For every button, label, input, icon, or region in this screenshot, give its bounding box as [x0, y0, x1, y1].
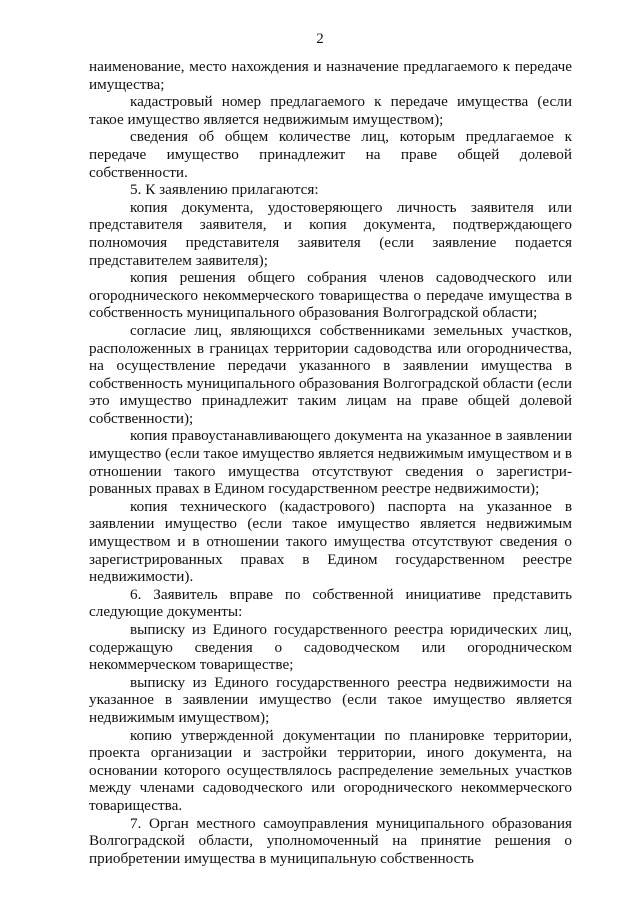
paragraph-cadastral-number: кадастровый номер предлагаемого к передаче имущества (если такое имущество является недвижимым имуществом); [89, 93, 572, 128]
paragraph-legal-entities-extract: выписку из Единого государственного реестра юридических лиц, содержащую сведения о садоводческом или огородническом некоммерческом товариществе; [89, 621, 572, 674]
paragraph-general-meeting-decision: копия решения общего собрания членов садоводческого или огороднического некоммерческого товарищества о передаче имущества в собственность муниципального образования Волгоградской области; [89, 269, 572, 322]
paragraph-technical-passport: копия технического (кадастрового) паспорта на указанное в заявлении имущество (если такое имущество является недвижимым имуществом и в отношении такого имущества отсутствуют сведения о зарегистрированных правах в Едином государственном реестре недвижимости). [89, 497, 572, 586]
paragraph-item-5-heading: 5. К заявлению прилагаются: [130, 181, 319, 199]
paragraph-planning-documentation: копию утвержденной документации по планировке территории, проекта организации и застройки территории, иного документа, на основании которого осуществлялось распределение земельных участков между членами садоводческого или огороднического некоммерческого товарищества. [89, 726, 572, 814]
paragraph-item-7: 7. Орган местного самоуправления муниципального образования Волгоградской области, уполномоченный на принятие решения о приобретении имущества в муниципальную собственность [89, 814, 572, 867]
paragraph-title-document: копия правоустанавливающего документа на указанное в заявлении имущество (если такое имущество является недвижимым имуществом и в отношении такого имущества отсутствуют сведения о зарегистрированных правах в Едином государственном реестре недвижимости); [89, 427, 572, 498]
paragraph-owners-consent: согласие лиц, являющихся собственниками земельных участков, расположенных в границах территории садоводства или огородничества, на осуществление передачи указанного в заявлении имущества в собственность муниципального образования Волгоградской области (если это имущество принадлежит таким лицам на праве общей долевой собственности); [89, 321, 572, 427]
document-body [89, 58, 572, 867]
paragraph-owners-count: сведения об общем количестве лиц, которым предлагаемое к передаче имущество принадлежит на праве общей долевой собственности. [89, 128, 572, 181]
paragraph-identity-document: копия документа, удостоверяющего личность заявителя или представителя заявителя, и копия документа, подтверждающего полномочия представителя заявителя (если заявление подается представителем заявителя); [89, 198, 572, 269]
paragraph-item-6-heading: 6. Заявитель вправе по собственной инициативе представить следующие документы: [89, 585, 572, 621]
page-number: 2 [316, 31, 324, 47]
paragraph-property-name: наименование, место нахождения и назначение предлагаемого к передаче имущества; [89, 58, 572, 93]
paragraph-real-estate-extract: выписку из Единого государственного реестра недвижимости на указанное в заявлении имущество (если такое имущество является недвижимым имуществом); [89, 673, 572, 726]
